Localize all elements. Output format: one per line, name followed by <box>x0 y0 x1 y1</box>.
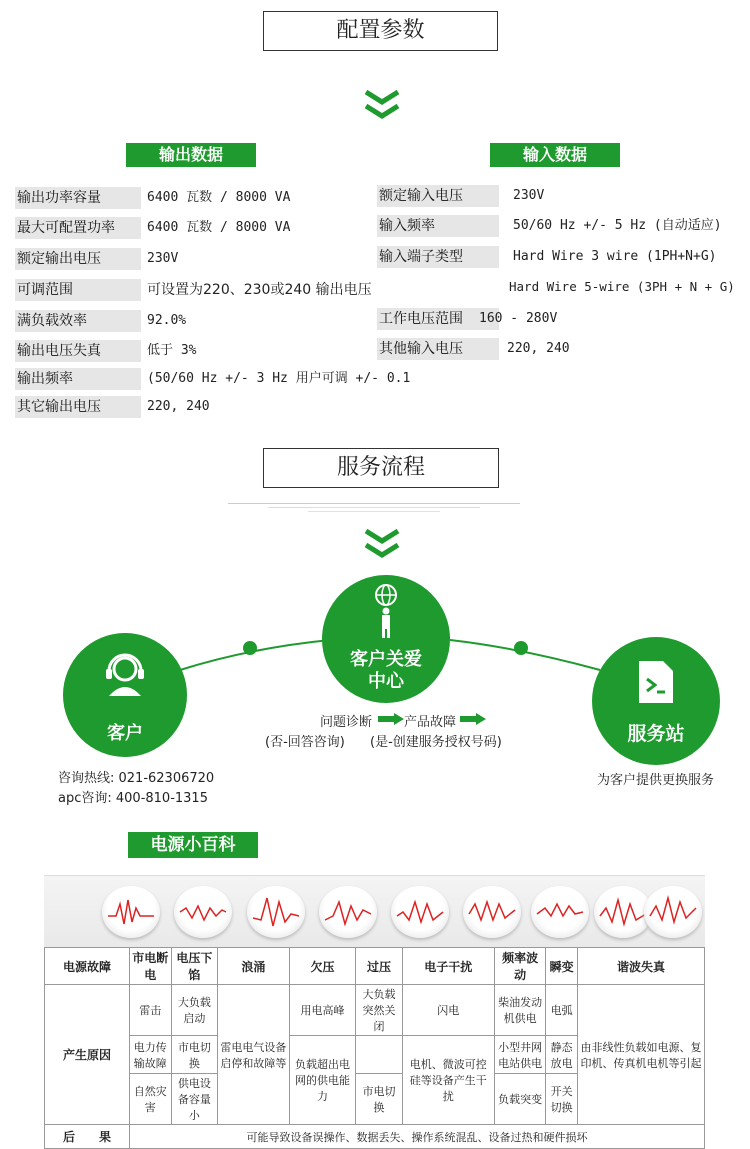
table-header: 频率波动 <box>494 948 546 985</box>
table-cell: 闪电 <box>402 985 494 1036</box>
output-data-header: 输出数据 <box>126 143 256 167</box>
waveform-icon <box>247 886 305 938</box>
table-header: 浪涌 <box>218 948 290 985</box>
spec-value: 可设置为220、230或240 输出电压 <box>147 282 372 298</box>
table-cell: 负载超出电网的供电能力 <box>289 1036 356 1125</box>
station-desc: 为客户提供更换服务 <box>597 773 715 788</box>
table-cell: 静态放电 <box>546 1036 578 1074</box>
flow-dot <box>243 641 257 655</box>
spec-label: 输出功率容量 <box>15 187 141 209</box>
spec-label: 输出电压失真 <box>15 340 141 362</box>
chevron-down-icon <box>362 527 402 561</box>
waveform-icon <box>644 886 702 938</box>
table-cell: 小型井网电站供电 <box>494 1036 546 1074</box>
waveform-strip <box>44 875 705 947</box>
input-data-header: 输入数据 <box>490 143 620 167</box>
decorative-lines <box>228 502 520 516</box>
table-header: 谐波失真 <box>577 948 704 985</box>
flow-note-1: (否-回答咨询) <box>265 735 345 750</box>
table-cell: 大负载突然关闭 <box>356 985 403 1036</box>
care-center-label <box>322 649 450 693</box>
customer-label: 客户 <box>107 723 143 744</box>
table-row <box>45 1125 705 1149</box>
arrow-right-icon <box>378 713 404 725</box>
encyclopedia-header: 电源小百科 <box>128 832 258 858</box>
spec-value: 220, 240 <box>507 341 570 356</box>
table-header: 过压 <box>356 948 403 985</box>
table-cell: 供电设备容量小 <box>171 1074 218 1125</box>
globe-person-icon <box>368 583 404 639</box>
cause-label: 产生原因 <box>45 985 130 1125</box>
spec-value: 6400 瓦数 / 8000 VA <box>147 190 291 205</box>
table-cell: 雷击 <box>130 985 172 1036</box>
spec-label: 最大可配置功率 <box>15 217 141 239</box>
table-cell: 柴油发动机供电 <box>494 985 546 1036</box>
table-cell: 电机、微波可控硅等设备产生干扰 <box>402 1036 494 1125</box>
waveform-icon <box>174 886 232 938</box>
table-header: 瞬变 <box>546 948 578 985</box>
spec-value: 6400 瓦数 / 8000 VA <box>147 220 291 235</box>
table-cell: 市电切换 <box>171 1036 218 1074</box>
spec-value: (50/60 Hz +/- 3 Hz 用户可调 +/- 0.1 <box>147 371 411 386</box>
power-fault-table <box>44 947 705 1149</box>
spec-label: 满负载效率 <box>15 310 141 332</box>
apc-text: apc咨询: 400-810-1315 <box>58 791 208 806</box>
spec-value: 92.0% <box>147 313 187 328</box>
config-title: 配置参数 <box>263 11 498 51</box>
table-cell: 电力传输故障 <box>130 1036 172 1074</box>
flow-step-2: 产品故障 <box>404 715 457 730</box>
table-header: 电子干扰 <box>402 948 494 985</box>
table-header: 电压下馅 <box>171 948 218 985</box>
care-center-label-line1: 客户关爱 <box>350 649 422 670</box>
terminal-document-icon <box>637 659 675 705</box>
spec-label: 额定输出电压 <box>15 248 141 270</box>
table-header: 市电断电 <box>130 948 172 985</box>
hotline-text: 咨询热线: 021-62306720 <box>58 771 215 786</box>
table-cell: 用电高峰 <box>289 985 356 1036</box>
table-cell: 电弧 <box>546 985 578 1036</box>
flow-dot <box>514 641 528 655</box>
table-cell <box>356 1036 403 1074</box>
table-cell: 雷电电气设备启停和故障等 <box>218 985 290 1125</box>
spec-value: 230V <box>147 251 179 266</box>
spec-value: 160 - 280V <box>479 311 558 326</box>
spec-label: 额定输入电压 <box>377 185 499 207</box>
spec-value: 低于 3% <box>147 343 197 358</box>
spec-label: 输出频率 <box>15 368 141 390</box>
waveform-icon <box>391 886 449 938</box>
chevron-down-icon <box>362 88 402 122</box>
result-label: 后 果 <box>45 1125 130 1149</box>
flow-note-2: (是-创建服务授权号码) <box>370 735 502 750</box>
table-header-row <box>45 948 705 985</box>
arrow-right-icon <box>460 713 486 725</box>
flow-step-1: 问题诊断 <box>320 715 373 730</box>
table-cell: 负载突变 <box>494 1074 546 1125</box>
care-center-node <box>322 575 450 703</box>
result-text: 可能导致设备误操作、数据丢失、操作系统混乱、设备过热和硬件损坏 <box>130 1125 705 1149</box>
spec-label: 其他输入电压 <box>377 338 499 360</box>
waveform-icon <box>531 886 589 938</box>
customer-node <box>63 633 187 757</box>
table-row <box>45 985 705 1036</box>
care-center-label-line2: 中心 <box>368 671 404 692</box>
spec-label: 可调范围 <box>15 279 141 301</box>
spec-label: 其它输出电压 <box>15 396 141 418</box>
service-station-node <box>592 637 720 765</box>
spec-value: Hard Wire 5-wire (3PH + N + G) <box>509 279 735 294</box>
table-cell: 大负载启动 <box>171 985 218 1036</box>
headset-person-icon <box>101 649 149 697</box>
table-header: 欠压 <box>289 948 356 985</box>
waveform-icon <box>319 886 377 938</box>
table-cell: 市电切换 <box>356 1074 403 1125</box>
table-header: 电源故障 <box>45 948 130 985</box>
spec-value: Hard Wire 3 wire (1PH+N+G) <box>513 249 717 264</box>
spec-label: 输入端子类型 <box>377 246 499 268</box>
spec-value: 230V <box>513 188 545 203</box>
table-cell: 由非线性负载如电源、复印机、传真机电机等引起 <box>577 985 704 1125</box>
service-station-label: 服务站 <box>627 723 685 745</box>
service-title: 服务流程 <box>263 448 499 488</box>
waveform-icon <box>102 886 160 938</box>
waveform-icon <box>463 886 521 938</box>
table-cell: 开关切换 <box>546 1074 578 1125</box>
spec-value: 220, 240 <box>147 399 210 414</box>
table-cell: 自然灾害 <box>130 1074 172 1125</box>
spec-label: 输入频率 <box>377 215 499 237</box>
spec-value: 50/60 Hz +/- 5 Hz (自动适应) <box>513 218 722 233</box>
spec-label: 工作电压范围 <box>377 308 499 330</box>
